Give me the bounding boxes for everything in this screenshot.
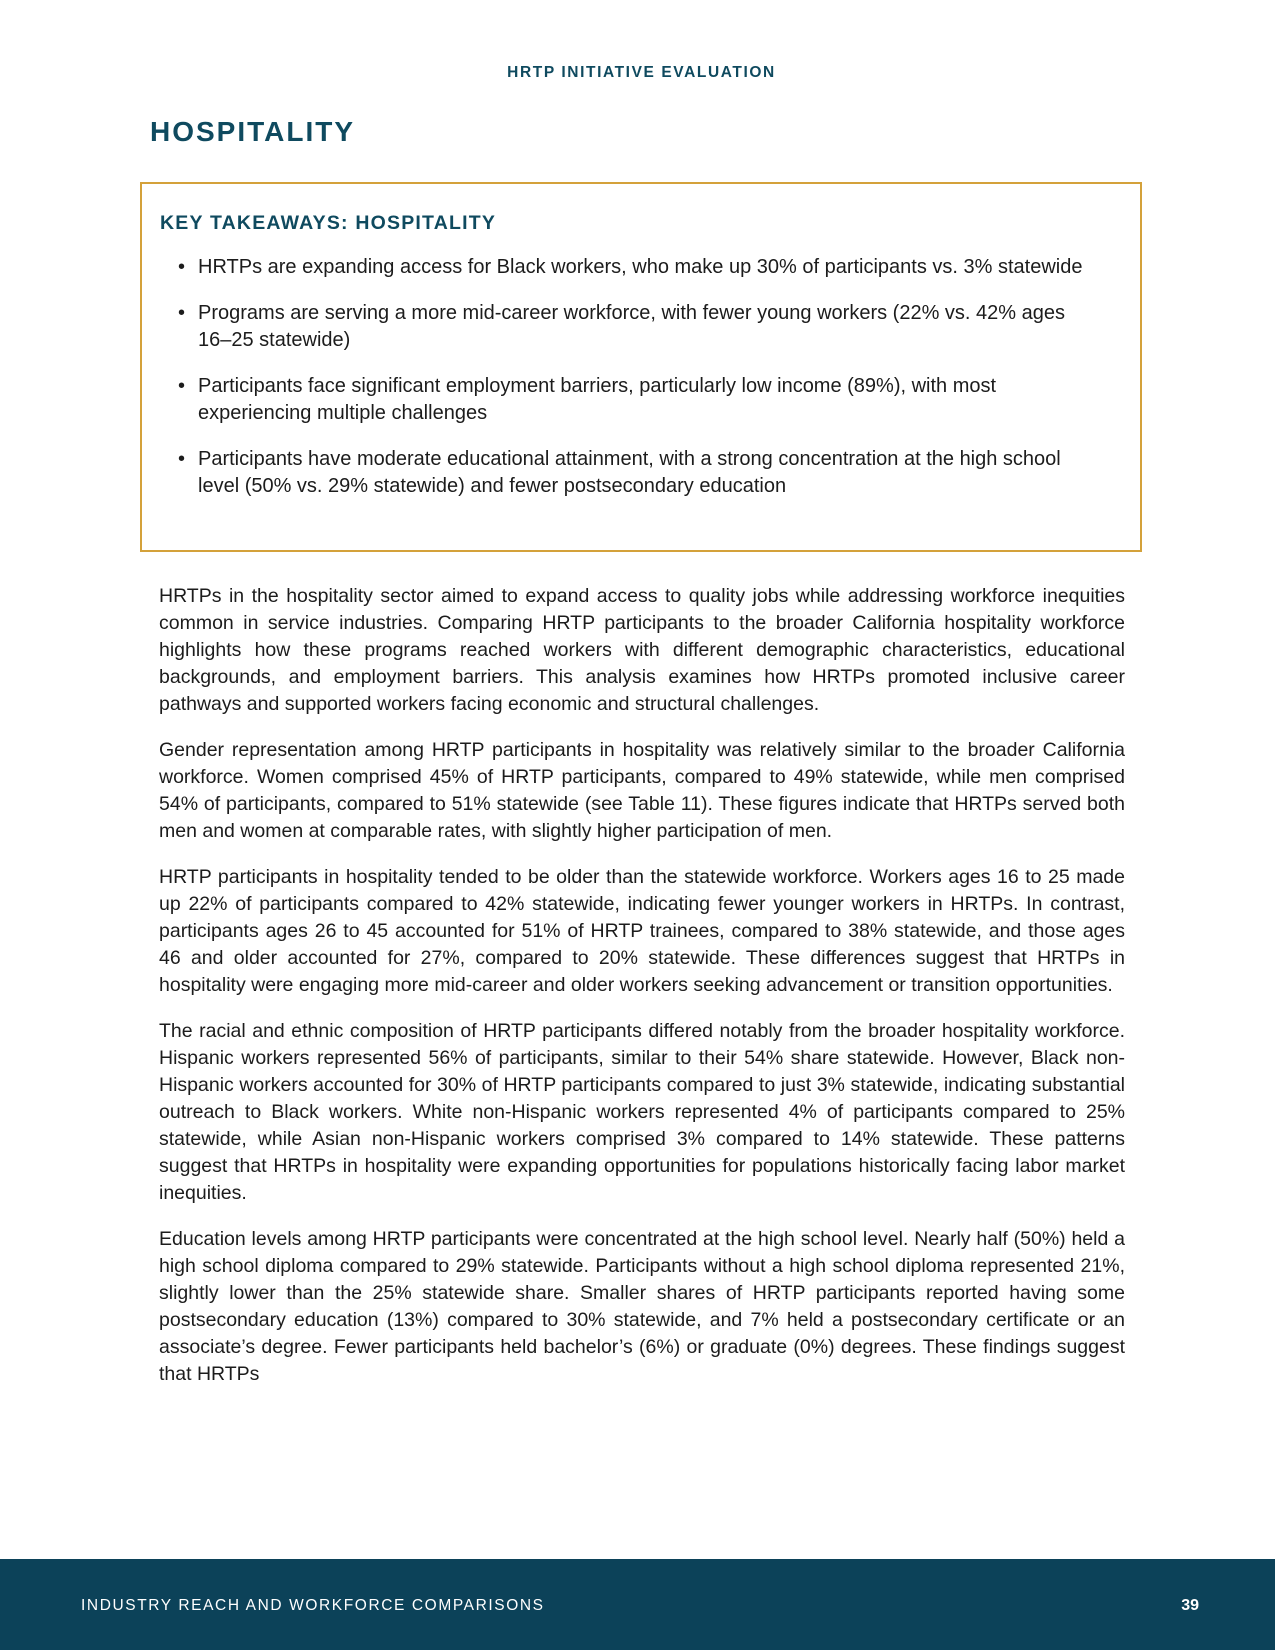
body-paragraph: Gender representation among HRTP participants in hospitality was relatively similar to the broader California workforce. Women comprised 45% of HRTP participants, compared to 49% statewide, while men comprised 54% of participants, compared to 51% statewide (see Table 11). These figures indicate that HRTPs served both men and women at comparable rates, with slightly higher participation of men.	[159, 739, 1125, 842]
footer-section-label: INDUSTRY REACH AND WORKFORCE COMPARISONS	[81, 1597, 545, 1614]
page-number: 39	[1181, 1597, 1199, 1614]
bullet-icon: •	[178, 302, 186, 324]
takeaway-item	[160, 300, 1100, 354]
takeaway-text: HRTPs are expanding access for Black workers, who make up 30% of participants vs. 3% statewide	[198, 256, 1083, 278]
page-footer	[0, 1559, 1275, 1650]
takeaway-text: Participants have moderate educational attainment, with a strong concentration at the high school level (50% vs. 29% statewide) and fewer postsecondary education	[198, 448, 1061, 497]
key-takeaways-list	[160, 254, 1100, 519]
body-paragraph: Education levels among HRTP participants were concentrated at the high school level. Nearly half (50%) held a high school diploma compared to 29% statewide. Participants without a high school diploma represented 21%, slightly lower than the 25% statewide share. Smaller shares of HRTP participants reported having some postsecondary education (13%) compared to 30% statewide, and 7% held a postsecondary certificate or an associate’s degree. Fewer participants held bachelor’s (6%) or graduate (0%) degrees. These findings suggest that HRTPs	[159, 1228, 1125, 1385]
running-header: HRTP INITIATIVE EVALUATION	[507, 64, 776, 81]
body-paragraph: HRTPs in the hospitality sector aimed to expand access to quality jobs while addressing workforce inequities common in service industries. Comparing HRTP participants to the broader California hospitality workforce highlights how these programs reached workers with different demographic characteristics, educational backgrounds, and employment barriers. This analysis examines how HRTPs promoted inclusive career pathways and supported workers facing economic and structural challenges.	[159, 585, 1125, 715]
body-paragraph: The racial and ethnic composition of HRTP participants differed notably from the broader hospitality workforce. Hispanic workers represented 56% of participants, similar to their 54% share statewide. However, Black non-Hispanic workers accounted for 30% of HRTP participants compared to just 3% statewide, indicating substantial outreach to Black workers. White non-Hispanic workers represented 4% of participants compared to 25% statewide, while Asian non-Hispanic workers comprised 3% compared to 14% statewide. These patterns suggest that HRTPs in hospitality were expanding opportunities for populations historically facing labor market inequities.	[159, 1020, 1125, 1204]
takeaway-text: Participants face significant employment barriers, particularly low income (89%), with most experiencing multiple challenges	[198, 375, 997, 424]
takeaway-item	[160, 446, 1100, 500]
takeaway-item	[160, 254, 1100, 281]
bullet-icon: •	[178, 375, 186, 397]
key-takeaways-title: KEY TAKEAWAYS: HOSPITALITY	[160, 212, 497, 234]
section-title: HOSPITALITY	[150, 116, 356, 147]
body-paragraph: HRTP participants in hospitality tended to be older than the statewide workforce. Workers ages 16 to 25 made up 22% of participants compared to 42% statewide, indicating fewer younger workers in HRTPs. In contrast, participants ages 26 to 45 accounted for 51% of HRTP trainees, compared to 38% statewide, and those ages 46 and older accounted for 27%, compared to 20% statewide. These differences suggest that HRTPs in hospitality were engaging more mid-career and older workers seeking advancement or transition opportunities.	[159, 866, 1125, 996]
body-text	[159, 583, 1125, 1407]
takeaway-item	[160, 373, 1100, 427]
key-takeaways-box	[140, 182, 1142, 552]
bullet-icon: •	[178, 448, 186, 470]
takeaway-text: Programs are serving a more mid-career workforce, with fewer young workers (22% vs. 42% ages 16–25 statewide)	[198, 302, 1065, 351]
bullet-icon: •	[178, 256, 186, 278]
